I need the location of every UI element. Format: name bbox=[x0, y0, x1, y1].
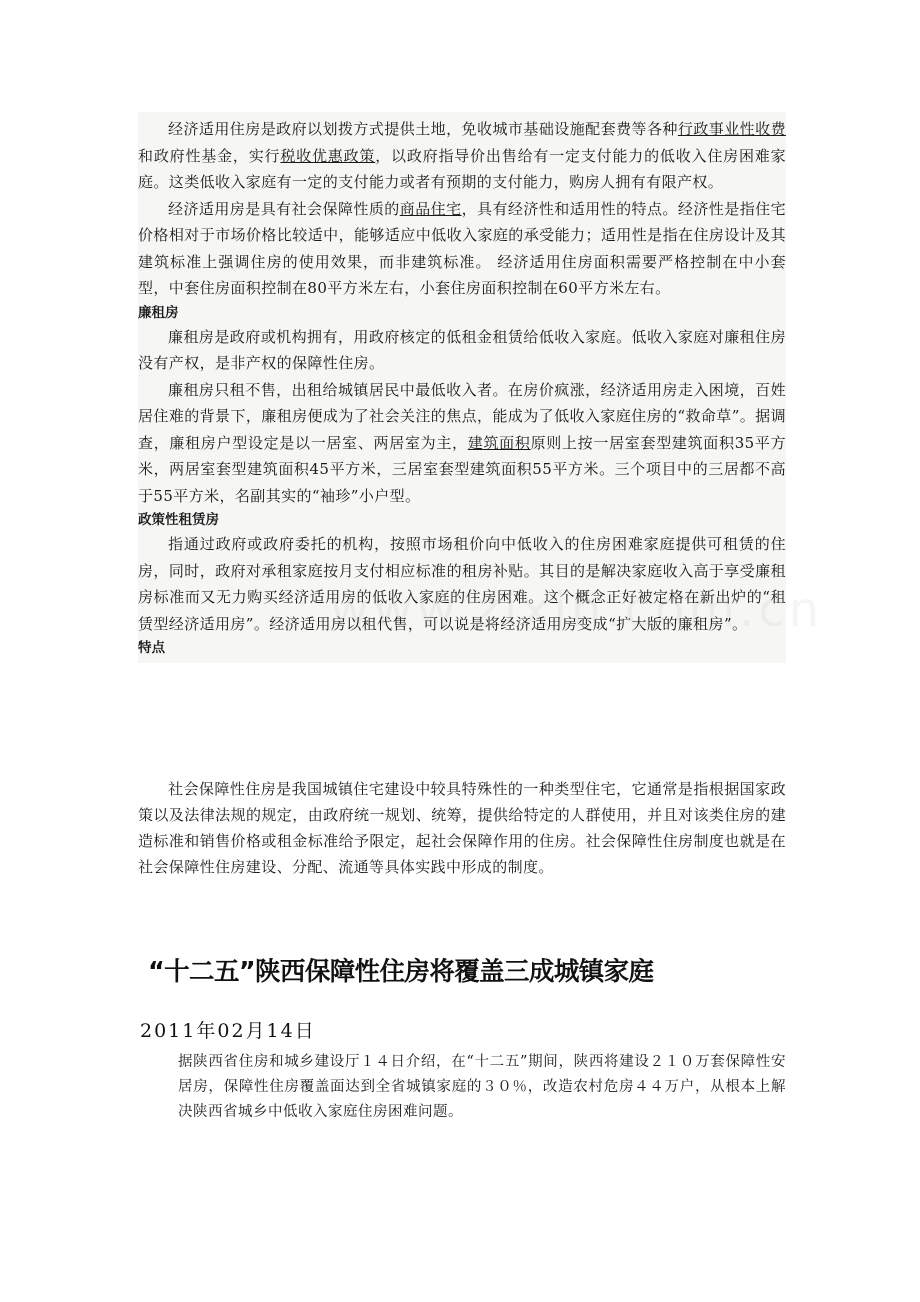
article-date: 2011年02月14日 bbox=[140, 1020, 316, 1042]
heading-low-rent-housing: 廉租房 bbox=[138, 304, 179, 321]
heading-characteristics: 特点 bbox=[138, 640, 165, 656]
link-administrative-fees[interactable]: 行政事业性收费 bbox=[677, 120, 786, 138]
paragraph-characteristics: 社会保障性住房是我国城镇住宅建设中较具特殊性的一种类型住宅，它通常是指根据国家政策以及法律法规的规定，由政府统一规划、统筹，提供给特定的人群使用，并且对该类住房的建造标准和销售价格或租金标准给予限定，起社会保障作用的住房。社会保障性住房制度也就是在社会保障性住房建设、分配、流通等具体实践中形成的制度。 bbox=[138, 780, 786, 876]
article-body: 据陕西省住房和城乡建设厅１４日介绍，在“十二五”期间，陕西将建设２１０万套保障性安居房，保障性住房覆盖面达到全省城镇家庭的３０％，改造农村危房４４万户，从根本上解决陕西省城乡中低收入家庭住房困难问题。 bbox=[178, 1054, 786, 1120]
link-floor-area[interactable]: 建筑面积 bbox=[467, 433, 531, 452]
article-title: “十二五”陕西保障性住房将覆盖三成城镇家庭 bbox=[148, 957, 654, 987]
characteristics-block bbox=[138, 776, 786, 880]
paragraph-low-rent-definition: 廉租房是政府或机构拥有，用政府核定的低租金租赁给低收入家庭。低收入家庭对廉租住房没有产权，是非产权的保障性住房。 bbox=[138, 327, 786, 372]
paragraph-policy-rental-definition: 指通过政府或政府委托的机构，按照市场租价向中低收入的住房困难家庭提供可租赁的住房，同时，政府对承租家庭按月支付相应标准的租房补贴。其目的是解决家庭收入高于享受廉租房标准而又无力购买经济适用房的低收入家庭的住房困难。这个概念正好被定格在新出炉的“租赁型经济适用房”。经济适用房以租代售，可以说是将经济适用房变成“扩大版的廉租房”。 bbox=[138, 535, 786, 633]
link-tax-incentive-policy[interactable]: 税收优惠政策 bbox=[280, 146, 376, 165]
link-commercial-housing[interactable]: 商品住宅 bbox=[399, 199, 462, 218]
heading-policy-rental-housing: 政策性租赁房 bbox=[138, 512, 219, 528]
paragraph-economic-housing-definition: 经济适用住房是政府以划拨方式提供土地，免收城市基础设施配套费等各种行政事业性收费和政府性基金，实行税收优惠政策，以政府指导价出售给有一定支付能力的低收入住房困难家庭。这类低收入家庭有一定的支付能力或者有预期的支付能力，购房人拥有有限产权。 bbox=[138, 120, 786, 191]
highlighted-text-block bbox=[138, 112, 786, 663]
paragraph-economic-housing-features: 经济适用房是具有社会保障性质的商品住宅，具有经济性和适用性的特点。经济性是指住宅价格相对于市场价格比较适中，能够适应中低收入家庭的承受能力；适用性是指在住房设计及其建筑标准上强调住房的使用效果，而非建筑标准。 经济适用住房面积需要严格控制在中小套型，中套住房面积控制在80平方米左右，小套住房面积控制在60平方米左右。 bbox=[138, 199, 786, 297]
paragraph-low-rent-details: 廉租房只租不售，出租给城镇居民中最低收入者。在房价疯涨，经济适用房走入困境，百姓居住难的背景下，廉租房便成为了社会关注的焦点，能成为了低收入家庭住房的“救命草”。据调查，廉租房户型设定是以一居室、两居室为主，建筑面积原则上按一居室套型建筑面积35平方米，两居室套型建筑面积45平方米，三居室套型建筑面积55平方米。三个项目中的三居都不高于55平方米，名副其实的“袖珍”小户型。 bbox=[138, 380, 787, 505]
